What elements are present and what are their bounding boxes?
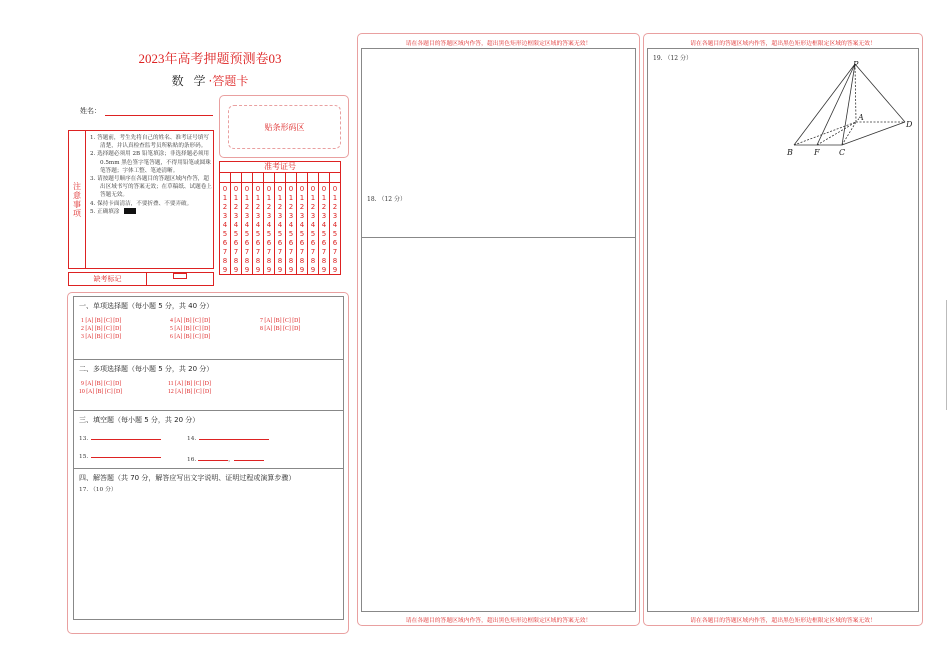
section-title: 四、解答题（共 70 分，解答应写出文字说明、证明过程或演算步骤）: [79, 474, 296, 482]
ticket-column: [231, 173, 242, 275]
section-title: 二、多项选择题（每小题 5 分，共 20 分）: [79, 365, 214, 373]
ticket-digit-bubble[interactable]: 2: [299, 202, 305, 211]
ticket-digit-bubble[interactable]: 9: [321, 265, 327, 274]
question-17-label: 17. （10 分）: [79, 487, 117, 493]
ticket-digit-entry[interactable]: [253, 173, 263, 183]
ticket-digit-bubble[interactable]: 1: [332, 193, 338, 202]
ticket-column: [242, 173, 253, 275]
ticket-digit-entry[interactable]: [330, 173, 340, 183]
name-field[interactable]: [105, 108, 213, 116]
choice-row[interactable]: 6 [A] [B] [C] [D]: [170, 334, 211, 340]
ticket-digit-entry[interactable]: [308, 173, 318, 183]
ticket-digit-bubble[interactable]: 7: [277, 247, 283, 256]
section-single-choice: [74, 297, 343, 360]
blank-16[interactable]: 16. ，: [187, 454, 264, 463]
ticket-digit-bubble[interactable]: 1: [321, 193, 327, 202]
ticket-digit-options: [308, 183, 318, 275]
ticket-digit-bubble[interactable]: 1: [255, 193, 261, 202]
ticket-column: [330, 173, 340, 275]
ticket-digit-bubble[interactable]: 2: [321, 202, 327, 211]
ticket-digit-bubble[interactable]: 3: [310, 211, 316, 220]
ticket-digit-bubble[interactable]: 7: [266, 247, 272, 256]
pyramid-figure: [780, 56, 920, 160]
name-row: [80, 106, 213, 116]
choice-row[interactable]: 11 [A] [B] [C] [D]: [168, 381, 211, 387]
ticket-digit-bubble[interactable]: 9: [310, 265, 316, 274]
edge-cd: [842, 122, 905, 145]
ticket-digit-bubble[interactable]: 3: [299, 211, 305, 220]
choice-row[interactable]: 7 [A] [B] [C] [D]: [260, 318, 301, 324]
ticket-column: [275, 173, 286, 275]
ticket-digit-bubble[interactable]: 4: [222, 220, 228, 229]
panel-note-bottom: 请在各题目的答题区域内作答，超出黑色矩形边框限定区域的答案无效！: [690, 618, 876, 624]
notice-box: [68, 130, 214, 269]
choice-row[interactable]: 9 [A] [B] [C] [D]: [81, 381, 122, 387]
section-multi-choice: [74, 360, 343, 411]
label-f: F: [814, 148, 820, 157]
ticket-digit-bubble[interactable]: 1: [244, 193, 250, 202]
notice-list: [90, 134, 212, 216]
ticket-digit-bubble[interactable]: 3: [321, 211, 327, 220]
edge-pb: [794, 64, 855, 145]
choice-row[interactable]: 4 [A] [B] [C] [D]: [170, 318, 211, 324]
absent-mark-row: [68, 272, 214, 286]
ticket-digit-entry[interactable]: [264, 173, 274, 183]
ticket-column: [220, 173, 231, 275]
ticket-digit-options: [231, 183, 241, 275]
ticket-column: [308, 173, 319, 275]
ticket-digit-bubble[interactable]: 8: [332, 256, 338, 265]
ticket-digit-bubble[interactable]: 2: [222, 202, 228, 211]
divider: [361, 237, 636, 238]
ticket-digit-bubble[interactable]: 7: [332, 247, 338, 256]
ticket-digit-bubble[interactable]: 9: [222, 265, 228, 274]
ticket-digit-bubble[interactable]: 8: [277, 256, 283, 265]
label-d: D: [906, 120, 913, 129]
ticket-digit-options: [220, 183, 230, 275]
absent-label: 缺考标记: [69, 273, 147, 285]
ticket-digit-bubble[interactable]: 6: [288, 238, 294, 247]
ticket-digit-bubble[interactable]: 5: [321, 229, 327, 238]
ticket-digit-bubble[interactable]: 9: [233, 265, 239, 274]
ticket-digit-bubble[interactable]: 9: [288, 265, 294, 274]
ticket-digit-bubble[interactable]: 2: [266, 202, 272, 211]
ticket-digit-options: [330, 183, 340, 275]
ticket-digit-bubble[interactable]: 4: [321, 220, 327, 229]
ticket-digit-bubble[interactable]: 0: [233, 184, 239, 193]
ticket-digit-bubble[interactable]: 4: [255, 220, 261, 229]
notice-item: 5. 正确填涂: [90, 208, 212, 216]
ticket-digit-bubble[interactable]: 9: [332, 265, 338, 274]
ticket-digit-bubble[interactable]: 4: [266, 220, 272, 229]
ticket-digit-bubble[interactable]: 1: [233, 193, 239, 202]
ticket-digit-bubble[interactable]: 4: [299, 220, 305, 229]
ticket-digit-entry[interactable]: [231, 173, 241, 183]
ticket-column: [319, 173, 330, 275]
ticket-digit-options: [264, 183, 274, 275]
ticket-digit-bubble[interactable]: 4: [288, 220, 294, 229]
blank-14[interactable]: 14.: [187, 436, 269, 442]
question-19-label: 19. （12 分）: [653, 55, 692, 62]
ticket-digit-bubble[interactable]: 0: [266, 184, 272, 193]
ticket-digit-bubble[interactable]: 0: [288, 184, 294, 193]
ticket-digit-bubble[interactable]: 9: [255, 265, 261, 274]
ticket-label: 准考证号: [220, 162, 340, 173]
label-p: P: [853, 60, 859, 69]
ticket-digit-bubble[interactable]: 1: [310, 193, 316, 202]
ticket-digit-bubble[interactable]: 5: [310, 229, 316, 238]
choice-row[interactable]: 10 [A] [B] [C] [D]: [79, 389, 123, 395]
label-a: A: [858, 113, 864, 122]
ticket-digit-bubble[interactable]: 2: [332, 202, 338, 211]
absent-checkbox[interactable]: [173, 273, 187, 279]
label-c: C: [839, 148, 846, 157]
ticket-column: [297, 173, 308, 275]
ticket-digit-bubble[interactable]: 0: [321, 184, 327, 193]
ticket-digit-bubble[interactable]: 2: [277, 202, 283, 211]
ticket-digit-bubble[interactable]: 4: [277, 220, 283, 229]
subject-main: 数 学: [171, 74, 209, 88]
ticket-digit-bubble[interactable]: 5: [299, 229, 305, 238]
ticket-digit-bubble[interactable]: 3: [266, 211, 272, 220]
notice-item: 4. 保持卡面清洁，不要折叠、不要弄破。: [90, 200, 193, 207]
choice-row[interactable]: 8 [A] [B] [C] [D]: [260, 326, 301, 332]
panel-note-top: 请在各题目的答题区域内作答，超出黑色矩形边框限定区域的答案无效！: [405, 41, 592, 47]
ticket-digit-bubble[interactable]: 8: [255, 256, 261, 265]
ticket-digit-bubble[interactable]: 1: [288, 193, 294, 202]
ticket-digit-bubble[interactable]: 8: [299, 256, 305, 265]
ticket-digit-bubble[interactable]: 8: [310, 256, 316, 265]
ticket-digit-options: [242, 183, 252, 275]
edge-pc: [842, 64, 855, 145]
ticket-digit-bubble[interactable]: 6: [299, 238, 305, 247]
subject-suffix: ·答题卡: [208, 74, 249, 88]
ticket-digit-bubble[interactable]: 8: [222, 256, 228, 265]
edge-pa: [855, 64, 856, 122]
edge-fa: [817, 122, 856, 145]
ticket-digit-bubble[interactable]: 3: [233, 211, 239, 220]
barcode-area: 贴条形码区: [228, 105, 341, 149]
ticket-digit-bubble[interactable]: 7: [244, 247, 250, 256]
ticket-digit-bubble[interactable]: 7: [321, 247, 327, 256]
ticket-digit-bubble[interactable]: 4: [332, 220, 338, 229]
notice-item: 2. 选择题必须用 2B 铅笔填涂；非选择题必须用 0.5mm 黑色签字笔答题，不得用铅笔或圆珠笔答题；字体工整、笔迹清晰。: [90, 151, 211, 174]
ticket-digit-bubble[interactable]: 8: [321, 256, 327, 265]
ticket-digit-bubble[interactable]: 0: [299, 184, 305, 193]
blank-13[interactable]: 13.: [79, 436, 161, 442]
ticket-digit-bubble[interactable]: 1: [222, 193, 228, 202]
ticket-digit-bubble[interactable]: 3: [288, 211, 294, 220]
ticket-digit-bubble[interactable]: 8: [244, 256, 250, 265]
page-edge-line: [946, 300, 947, 410]
ticket-digit-bubble[interactable]: 0: [332, 184, 338, 193]
ticket-digit-bubble[interactable]: 9: [277, 265, 283, 274]
ticket-column: [253, 173, 264, 275]
ticket-digit-bubble[interactable]: 0: [277, 184, 283, 193]
ticket-digit-bubble[interactable]: 6: [244, 238, 250, 247]
ticket-digit-bubble[interactable]: 2: [233, 202, 239, 211]
ticket-digit-bubble[interactable]: 2: [288, 202, 294, 211]
ticket-digit-bubble[interactable]: 4: [244, 220, 250, 229]
ticket-digit-entry[interactable]: [275, 173, 285, 183]
ticket-digit-bubble[interactable]: 3: [222, 211, 228, 220]
ticket-digit-bubble[interactable]: 1: [277, 193, 283, 202]
choice-row[interactable]: 3 [A] [B] [C] [D]: [81, 334, 122, 340]
choice-row[interactable]: 5 [A] [B] [C] [D]: [170, 326, 211, 332]
ticket-digit-bubble[interactable]: 8: [266, 256, 272, 265]
ticket-digit-entry[interactable]: [220, 173, 230, 183]
ticket-digit-bubble[interactable]: 6: [332, 238, 338, 247]
ticket-digit-entry[interactable]: [286, 173, 296, 183]
ticket-digit-options: [319, 183, 329, 275]
panel-note-bottom: 请在各题目的答题区域内作答，超出黑色矩形边框限定区域的答案无效！: [405, 618, 592, 624]
ticket-digit-bubble[interactable]: 1: [299, 193, 305, 202]
ticket-digit-bubble[interactable]: 3: [255, 211, 261, 220]
subject-title: [150, 72, 270, 89]
ticket-digit-bubble[interactable]: 1: [266, 193, 272, 202]
ticket-digit-bubble[interactable]: 2: [310, 202, 316, 211]
ticket-digit-bubble[interactable]: 5: [277, 229, 283, 238]
question-18-label: 18. （12 分）: [367, 196, 406, 203]
ticket-digit-bubble[interactable]: 9: [266, 265, 272, 274]
edge-ba: [794, 122, 856, 145]
ticket-columns: [220, 173, 340, 275]
page-title: 2023年高考押题预测卷03: [138, 51, 282, 66]
ticket-digit-bubble[interactable]: 5: [222, 229, 228, 238]
ticket-digit-bubble[interactable]: 0: [310, 184, 316, 193]
ticket-digit-bubble[interactable]: 9: [244, 265, 250, 274]
section-title: 三、填空题（每小题 5 分，共 20 分）: [79, 416, 200, 424]
ticket-digit-bubble[interactable]: 5: [244, 229, 250, 238]
name-label: 姓名：: [80, 107, 101, 115]
ticket-digit-options: [275, 183, 285, 275]
ticket-digit-bubble[interactable]: 3: [277, 211, 283, 220]
objective-area: [73, 296, 344, 620]
ticket-digit-bubble[interactable]: 7: [299, 247, 305, 256]
ticket-digit-bubble[interactable]: 5: [233, 229, 239, 238]
ticket-digit-bubble[interactable]: 6: [310, 238, 316, 247]
ticket-digit-bubble[interactable]: 5: [288, 229, 294, 238]
ticket-digit-bubble[interactable]: 0: [244, 184, 250, 193]
ticket-digit-entry[interactable]: [242, 173, 252, 183]
section-title: 一、单项选择题（每小题 5 分，共 40 分）: [79, 302, 214, 310]
ticket-digit-bubble[interactable]: 7: [310, 247, 316, 256]
blank-15[interactable]: 15.: [79, 454, 161, 460]
ticket-digit-bubble[interactable]: 5: [266, 229, 272, 238]
section-essay: [74, 469, 343, 493]
ticket-digit-bubble[interactable]: 7: [288, 247, 294, 256]
choice-row[interactable]: 2 [A] [B] [C] [D]: [81, 326, 122, 332]
ticket-digit-bubble[interactable]: 3: [332, 211, 338, 220]
ticket-number-grid: [219, 161, 341, 275]
filled-sample-mark: [124, 208, 136, 214]
ticket-digit-bubble[interactable]: 7: [222, 247, 228, 256]
ticket-digit-bubble[interactable]: 3: [244, 211, 250, 220]
ticket-digit-bubble[interactable]: 4: [233, 220, 239, 229]
ticket-digit-bubble[interactable]: 8: [288, 256, 294, 265]
ticket-digit-bubble[interactable]: 0: [255, 184, 261, 193]
choice-row[interactable]: 12 [A] [B] [C] [D]: [168, 389, 212, 395]
ticket-digit-bubble[interactable]: 7: [255, 247, 261, 256]
ticket-digit-entry[interactable]: [297, 173, 307, 183]
ticket-digit-options: [286, 183, 296, 275]
ticket-column: [264, 173, 275, 275]
ticket-digit-bubble[interactable]: 9: [299, 265, 305, 274]
ticket-digit-bubble[interactable]: 4: [310, 220, 316, 229]
ticket-digit-bubble[interactable]: 6: [233, 238, 239, 247]
ticket-digit-bubble[interactable]: 6: [266, 238, 272, 247]
ticket-digit-bubble[interactable]: 0: [222, 184, 228, 193]
ticket-digit-options: [253, 183, 263, 275]
ticket-digit-bubble[interactable]: 6: [321, 238, 327, 247]
notice-item: 1. 答题前，考生先将自己的姓名、准考证号填写清楚，并认真检查监考员所粘贴的条形码。: [90, 135, 209, 150]
ticket-digit-bubble[interactable]: 6: [255, 238, 261, 247]
notice-item: 3. 请按题号顺序在各题目的答题区域内作答，超出区域书写的答案无效；在草稿纸、试题卷上答题无效。: [90, 176, 212, 199]
answer-area-middle[interactable]: [361, 48, 636, 612]
choice-row[interactable]: 1 [A] [B] [C] [D]: [81, 318, 122, 324]
section-fill-blank: [74, 411, 343, 469]
ticket-digit-bubble[interactable]: 6: [222, 238, 228, 247]
ticket-digit-bubble[interactable]: 5: [255, 229, 261, 238]
label-b: B: [787, 148, 793, 157]
ticket-digit-bubble[interactable]: 7: [233, 247, 239, 256]
ticket-digit-options: [297, 183, 307, 275]
ticket-digit-bubble[interactable]: 5: [332, 229, 338, 238]
ticket-digit-entry[interactable]: [319, 173, 329, 183]
ticket-digit-bubble[interactable]: 2: [244, 202, 250, 211]
panel-note-top: 请在各题目的答题区域内作答，超出黑色矩形边框限定区域的答案无效！: [690, 41, 876, 47]
notice-label: 注意事项: [69, 131, 86, 268]
ticket-digit-bubble[interactable]: 8: [233, 256, 239, 265]
ticket-digit-bubble[interactable]: 6: [277, 238, 283, 247]
ticket-digit-bubble[interactable]: 2: [255, 202, 261, 211]
ticket-column: [286, 173, 297, 275]
